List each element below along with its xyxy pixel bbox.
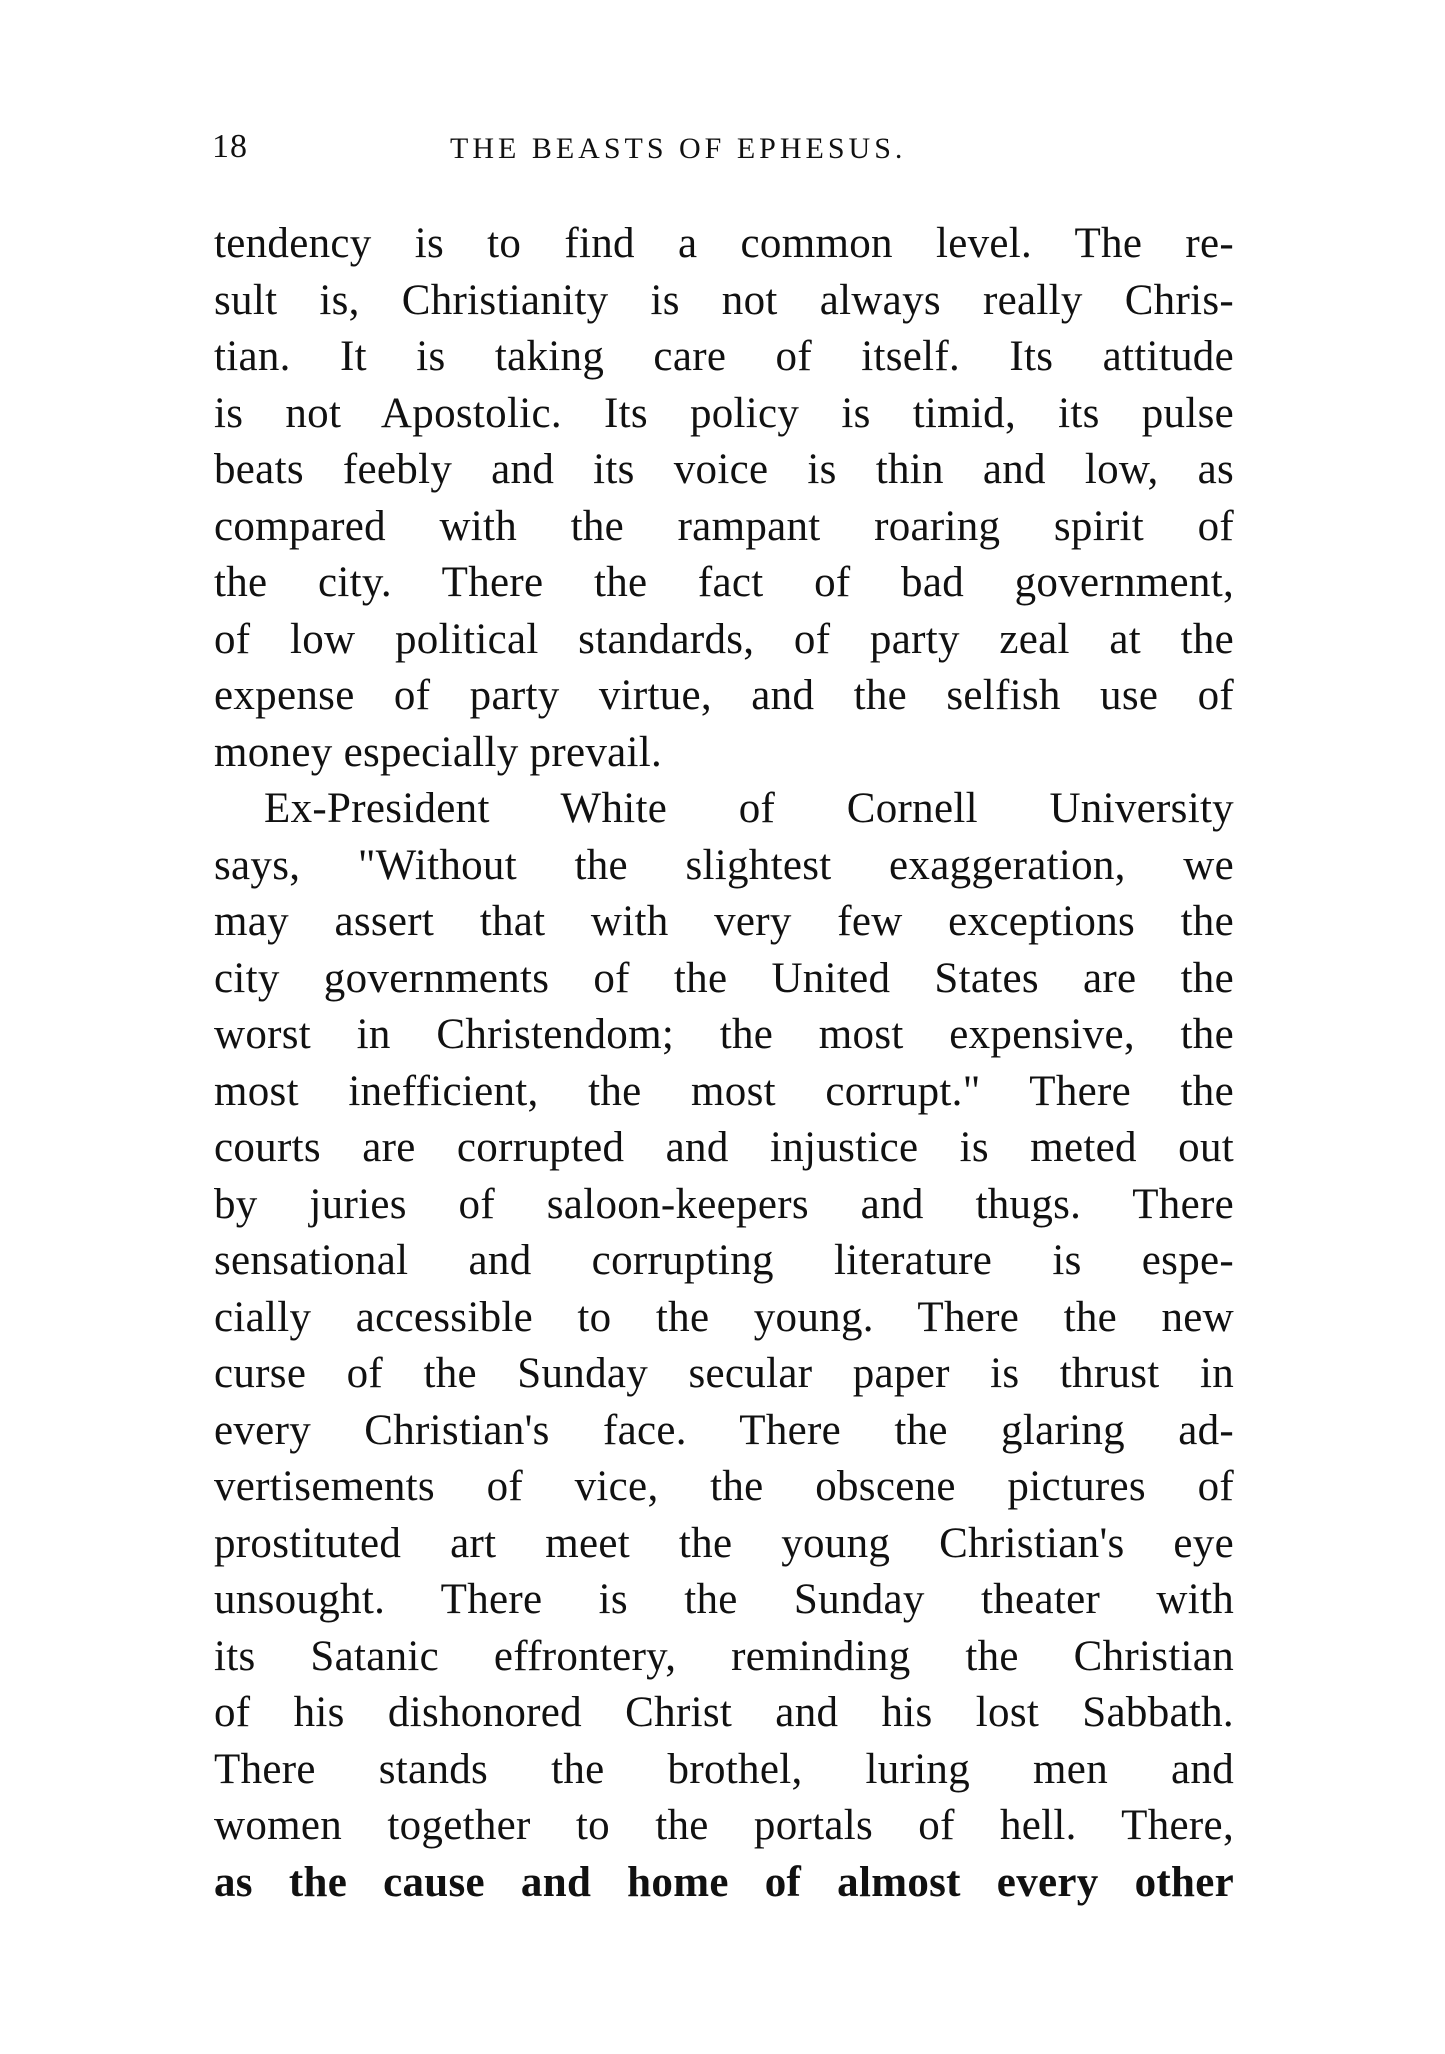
text-line: its Satanic effrontery, reminding the Christian [214,1632,1234,1680]
text-line: every Christian's face. There the glaring ad- [214,1406,1234,1454]
text-line: by juries of saloon-keepers and thugs. There [214,1180,1234,1228]
paragraph-1 [214,216,1234,781]
text-line: prostituted art meet the young Christian's eye [214,1519,1234,1567]
text-line: women together to the portals of hell. There, [214,1802,1234,1849]
text-line: cially accessible to the young. There the new [214,1293,1234,1341]
text-line: says, "Without the slightest exaggeration, we [214,841,1234,889]
text-line: expense of party virtue, and the selfish use of [214,672,1234,719]
body-text [214,216,1234,1911]
text-line: may assert that with very few exceptions the [214,898,1234,945]
text-line: curse of the Sunday secular paper is thrust in [214,1350,1234,1397]
text-line: is not Apostolic. Its policy is timid, its pulse [214,389,1234,437]
text-line: There stands the brothel, luring men and [214,1745,1234,1793]
running-title: THE BEASTS OF EPHESUS. [450,132,907,165]
text-line: most inefficient, the most corrupt." There the [214,1067,1234,1115]
text-line: Ex-President White of Cornell University [264,785,1234,832]
text-line: beats feebly and its voice is thin and low, as [214,446,1234,493]
text-line: sensational and corrupting literature is espe- [214,1237,1234,1284]
text-line: tendency is to find a common level. The re- [214,220,1234,267]
text-line: unsought. There is the Sunday theater with [214,1576,1234,1623]
text-line: the city. There the fact of bad government, [214,559,1234,606]
paragraph-2 [214,781,1234,1911]
text-line: vertisements of vice, the obscene pictures of [214,1463,1234,1510]
text-line: compared with the rampant roaring spirit of [214,502,1234,550]
running-head [212,128,1232,178]
text-line: city governments of the United States are the [214,954,1234,1002]
page-number: 18 [212,128,248,165]
text-line: tian. It is taking care of itself. Its attitude [214,333,1234,380]
text-line: courts are corrupted and injustice is meted out [214,1124,1234,1171]
text-line: worst in Christendom; the most expensive, the [214,1011,1234,1058]
text-line: money especially prevail. [214,728,663,776]
text-line: of his dishonored Christ and his lost Sabbath. [214,1689,1234,1736]
text-line: sult is, Christianity is not always really Chris- [214,276,1234,324]
text-line: of low political standards, of party zeal at the [214,615,1234,663]
text-line: as the cause and home of almost every other [214,1858,1234,1906]
